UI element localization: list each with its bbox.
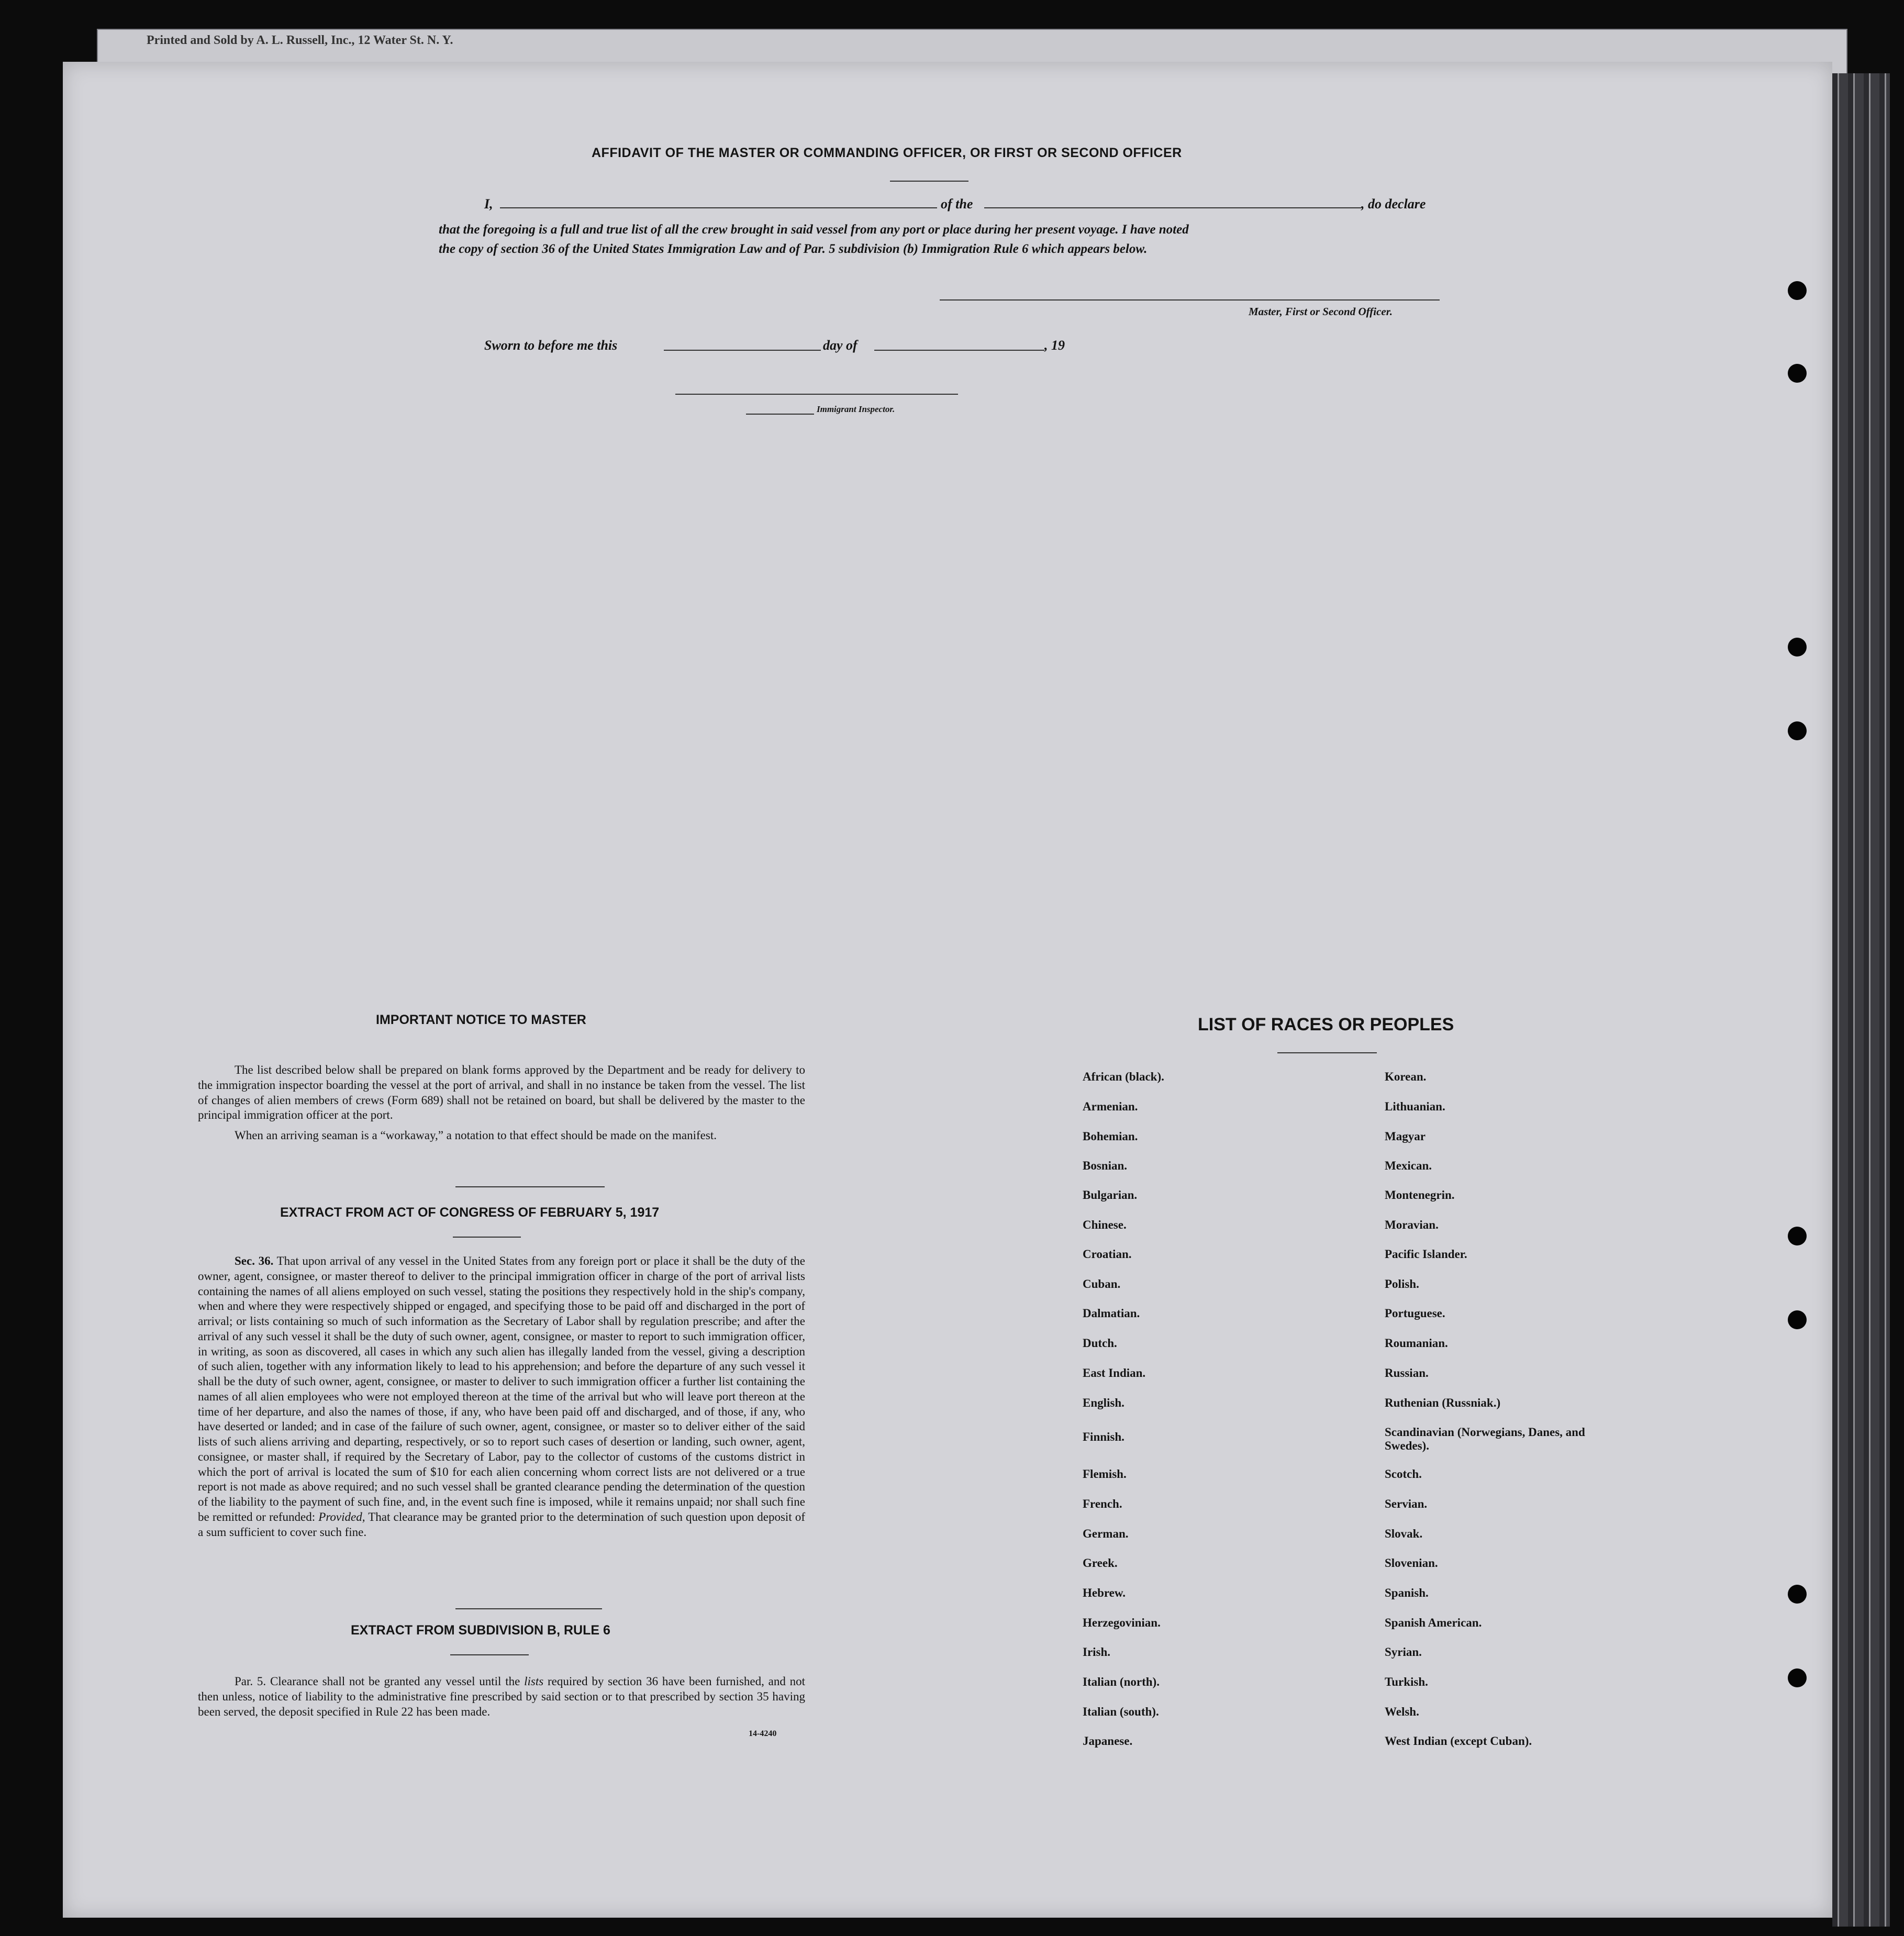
notice-paragraph-1: The list described below shall be prepared on blank forms approved by the Department and be ready for delivery to the immigration inspector boarding the vessel at the port of arrival, and shall in no instance be taken from the vessel. The list of changes of alien members of crews (Form 689) shall not be retained on board, but shall be delivered by the master to the principal immigration officer at the port. <box>198 1063 805 1122</box>
punch-hole <box>1788 1585 1807 1604</box>
affidavit-line-2: that the foregoing is a full and true list of all the crew brought in said vessel from any port or place during her present voyage. I have noted <box>439 222 1189 237</box>
race-item: Russian. <box>1385 1366 1429 1379</box>
race-item: Croatian. <box>1083 1248 1132 1261</box>
race-item: Spanish. <box>1385 1586 1429 1599</box>
section-rule <box>455 1608 602 1609</box>
punch-hole <box>1788 1310 1807 1329</box>
race-item: East Indian. <box>1083 1366 1146 1379</box>
inspector-caption: Immigrant Inspector. <box>817 404 895 414</box>
race-item: Finnish. <box>1083 1430 1124 1443</box>
race-item: Cuban. <box>1083 1277 1121 1290</box>
title-rule <box>890 181 968 182</box>
race-item: Mexican. <box>1385 1159 1432 1172</box>
punch-hole <box>1788 281 1807 300</box>
race-item: Montenegrin. <box>1385 1188 1455 1201</box>
affidavit-title: AFFIDAVIT OF THE MASTER OR COMMANDING OFFICER, OR FIRST OR SECOND OFFICER <box>592 146 1182 160</box>
race-item: Welsh. <box>1385 1705 1419 1718</box>
par-label: Par. 5. <box>235 1675 266 1688</box>
race-item: Lithuanian. <box>1385 1100 1445 1113</box>
year-label: , 19 <box>1044 338 1065 353</box>
signature-caption: Master, First or Second Officer. <box>1249 305 1393 318</box>
rule-body <box>198 1674 805 1719</box>
race-item: Bulgarian. <box>1083 1188 1138 1201</box>
race-item: Moravian. <box>1385 1218 1439 1231</box>
act-text: That upon arrival of any vessel in the United States from any foreign port or place it shall be the duty of the owner, agent, consignee, or master thereof to deliver to the principal immigration officer in charge of the port of arrival lists containing the names of all aliens employed on such vessel, stating the positions they respectively hold in the ship's company, when and where they were respectively shipped or engaged, and specifying those to be paid off and discharged in the port of arrival; or lists containing so much of such information as the Secretary of Labor shall by regulation prescribe; and after the arrival of any such vessel it shall be the duty of such owner, agent, consignee, or master to report to such immigration officer, in writing, as soon as discovered, all cases in which any such alien has illegally landed from the vessel, giving a description of such alien, together with any information likely to lead to his apprehension; and before the departure of any such vessel it shall be the duty of such owner, agent, consignee, or master to deliver to such immigration officer a further list containing the names of all alien employees who were not employed thereon at the time of the arrival but who will leave port thereon at the time of her departure, and also the names of those, if any, who have been paid off and discharged, and of those, if any, who have deserted or landed; and in case of the failure of such owner, agent, consignee, or master so to deliver either of the said lists of such aliens arriving and departing, respectively, or so to report such cases of desertion or landing, such owner, agent, consignee, or master shall, if required by the Secretary of Labor, pay to the collector of customs of the customs district in which the port of arrival is located the sum of $10 for each alien concerning whom correct lists are not delivered or a true report is not made as above required; and no such vessel shall be granted clearance pending the determination of the question of the liability to the payment of such fine, and, in the event such fine is imposed, while it remains unpaid; nor shall such fine be remitted or refunded: <box>198 1254 805 1523</box>
sec-label: Sec. 36. <box>235 1254 274 1267</box>
race-item: Ruthenian (Russniak.) <box>1385 1396 1501 1409</box>
act-heading: EXTRACT FROM ACT OF CONGRESS OF FEBRUARY 5, 1917 <box>280 1205 660 1220</box>
race-item: German. <box>1083 1527 1129 1540</box>
punch-hole <box>1788 1227 1807 1245</box>
race-item: Hebrew. <box>1083 1586 1126 1599</box>
printer-imprint: Printed and Sold by A. L. Russell, Inc., 12 Water St. N. Y. <box>147 34 453 47</box>
race-item: Japanese. <box>1083 1734 1133 1748</box>
notice-heading: IMPORTANT NOTICE TO MASTER <box>376 1012 586 1027</box>
race-item: Syrian. <box>1385 1645 1422 1659</box>
race-item: Bosnian. <box>1083 1159 1128 1172</box>
affidavit-line-3: the copy of section 36 of the United States Immigration Law and of Par. 5 subdivision (b) Immigration Rule 6 which appears below. <box>439 242 1148 256</box>
race-item: English. <box>1083 1396 1124 1409</box>
form-page <box>63 62 1832 1918</box>
race-item: West Indian (except Cuban). <box>1385 1734 1532 1748</box>
race-item: Spanish American. <box>1385 1616 1482 1629</box>
form-number: 14-4240 <box>749 1729 777 1738</box>
race-item: Magyar <box>1385 1130 1426 1143</box>
punch-hole <box>1788 721 1807 740</box>
master-name-field[interactable] <box>500 207 937 208</box>
sworn-label: Sworn to before me this <box>484 338 618 353</box>
race-item: Roumanian. <box>1385 1337 1448 1350</box>
race-item: Turkish. <box>1385 1675 1428 1688</box>
rule-rule <box>450 1654 529 1655</box>
races-heading: LIST OF RACES OR PEOPLES <box>1198 1015 1454 1034</box>
race-item: Italian (south). <box>1083 1705 1159 1718</box>
race-item: Italian (north). <box>1083 1675 1160 1688</box>
race-item: Bohemian. <box>1083 1130 1138 1143</box>
day-of-label: day of <box>823 338 858 353</box>
race-item: Greek. <box>1083 1556 1118 1570</box>
race-item: Slovenian. <box>1385 1556 1438 1570</box>
act-rule <box>453 1237 521 1238</box>
race-item: Dalmatian. <box>1083 1307 1140 1320</box>
race-item: Servian. <box>1385 1497 1428 1510</box>
sworn-month-field[interactable] <box>874 350 1044 351</box>
race-item: Polish. <box>1385 1277 1419 1290</box>
rule-heading: EXTRACT FROM SUBDIVISION B, RULE 6 <box>351 1623 610 1638</box>
race-item: Irish. <box>1083 1645 1111 1659</box>
rule-text-b: required by section 36 have been furnished, and not then unless, notice of liability to the administrative fine prescribed by said section or to that prescribed by section 35 having been served, the deposit specified in Rule 22 has been made. <box>198 1675 806 1718</box>
act-body <box>198 1254 805 1540</box>
race-item: Slovak. <box>1385 1527 1423 1540</box>
affidavit-i-label: I, <box>484 196 493 212</box>
race-item: Scandinavian (Norwegians, Danes, and Swedes). <box>1385 1426 1585 1452</box>
affidavit-of-the-label: of the <box>941 196 973 212</box>
race-item: Dutch. <box>1083 1337 1117 1350</box>
race-item: Chinese. <box>1083 1218 1127 1231</box>
races-rule <box>1277 1052 1377 1053</box>
sworn-day-field[interactable] <box>664 350 821 351</box>
punch-hole <box>1788 364 1807 383</box>
race-item: African (black). <box>1083 1070 1164 1083</box>
race-item: Korean. <box>1385 1070 1427 1083</box>
affidavit-do-declare: , do declare <box>1361 196 1426 212</box>
rule-text-a: Clearance shall not be granted any vessel until the <box>270 1675 520 1688</box>
notice-body <box>198 1063 805 1143</box>
race-item: French. <box>1083 1497 1122 1510</box>
section-rule <box>455 1186 605 1187</box>
race-item: Herzegovinian. <box>1083 1616 1161 1629</box>
lists-word: lists <box>524 1675 544 1688</box>
inspector-signature-field[interactable] <box>675 394 958 395</box>
race-item: Scotch. <box>1385 1467 1422 1481</box>
race-item: Flemish. <box>1083 1467 1127 1481</box>
punch-hole <box>1788 638 1807 657</box>
race-item: Portuguese. <box>1385 1307 1445 1320</box>
notice-paragraph-2: When an arriving seaman is a “workaway,” a notation to that effect should be made on the manifest. <box>235 1129 717 1142</box>
stacked-page-edges <box>1832 73 1890 1927</box>
proviso-label: Provided, <box>318 1510 365 1523</box>
proviso-text: That clearance may be granted prior to the determination of such question upon deposit of a sum sufficient to cover such fine. <box>198 1510 805 1539</box>
inspector-caption-rule <box>746 414 814 415</box>
vessel-name-field[interactable] <box>984 207 1361 208</box>
race-item: Pacific Islander. <box>1385 1248 1467 1261</box>
punch-hole <box>1788 1668 1807 1687</box>
race-item: Armenian. <box>1083 1100 1138 1113</box>
master-signature-field[interactable] <box>940 299 1440 301</box>
